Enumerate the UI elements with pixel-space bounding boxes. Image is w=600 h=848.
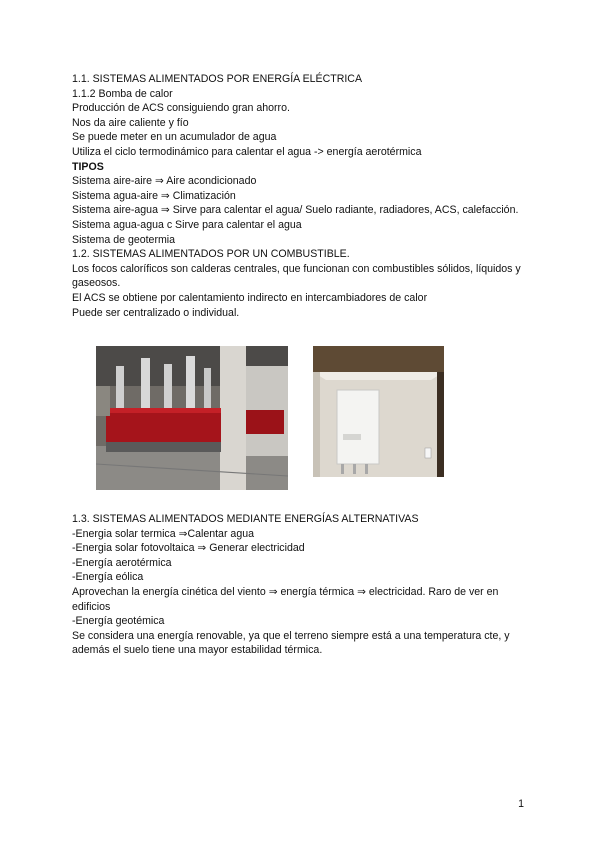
- tipo-item: Sistema agua-aire ⇒ Climatización: [72, 189, 236, 202]
- text-block-alternatives: [72, 512, 532, 658]
- text-line: Se puede meter en un acumulador de agua: [72, 131, 277, 144]
- text-block-intro: [72, 72, 532, 320]
- text-line: Puede ser centralizado o individual.: [72, 306, 240, 319]
- text-line: Los focos caloríficos son calderas centrales, que funcionan con combustibles sólidos, líquidos y gaseosos.: [72, 262, 521, 290]
- subheading-heat-pump: 1.1.2 Bomba de calor: [72, 87, 173, 100]
- text-line: Producción de ACS consiguiendo gran ahorro.: [72, 102, 290, 115]
- text-line: Nos da aire caliente y fío: [72, 116, 189, 129]
- text-line: Aprovechan la energía cinética del viento ⇒ energía térmica ⇒ electricidad. Raro de ver en edificios: [72, 585, 499, 613]
- list-item: -Energía eólica: [72, 571, 144, 584]
- tipos-heading: TIPOS: [72, 160, 104, 173]
- page-number: 1: [518, 798, 524, 810]
- text-line: Se considera una energía renovable, ya que el terreno siempre está a una temperatura cte, y además el suelo tiene una mayor estabilidad térmica.: [72, 629, 510, 657]
- list-item: -Energía aerotérmica: [72, 556, 172, 569]
- text-line: Utiliza el ciclo termodinámico para calentar el agua -> energía aerotérmica: [72, 145, 422, 158]
- boiler-room-photo: [96, 346, 288, 490]
- tipo-item: Sistema aire-aire ⇒ Aire acondicionado: [72, 175, 257, 188]
- list-item: -Energia solar termica ⇒Calentar agua: [72, 527, 254, 540]
- heading-combustible: 1.2. SISTEMAS ALIMENTADOS POR UN COMBUSTIBLE.: [72, 248, 350, 261]
- text-line: El ACS se obtiene por calentamiento indirecto en intercambiadores de calor: [72, 291, 428, 304]
- heading-electric: 1.1. SISTEMAS ALIMENTADOS POR ENERGÍA ELÉCTRICA: [72, 73, 363, 85]
- list-item: -Energia solar fotovoltaica ⇒ Generar electricidad: [72, 542, 305, 555]
- wall-boiler-photo: [313, 346, 444, 477]
- list-item: -Energía geotémica: [72, 615, 165, 628]
- tipo-item: Sistema de geotermia: [72, 233, 176, 246]
- tipo-item: Sistema agua-agua c Sirve para calentar el agua: [72, 218, 302, 231]
- heading-alternatives: 1.3. SISTEMAS ALIMENTADOS MEDIANTE ENERGÍAS ALTERNATIVAS: [72, 513, 419, 525]
- tipo-item: Sistema aire-agua ⇒ Sirve para calentar el agua/ Suelo radiante, radiadores, ACS, calefacción.: [72, 204, 519, 217]
